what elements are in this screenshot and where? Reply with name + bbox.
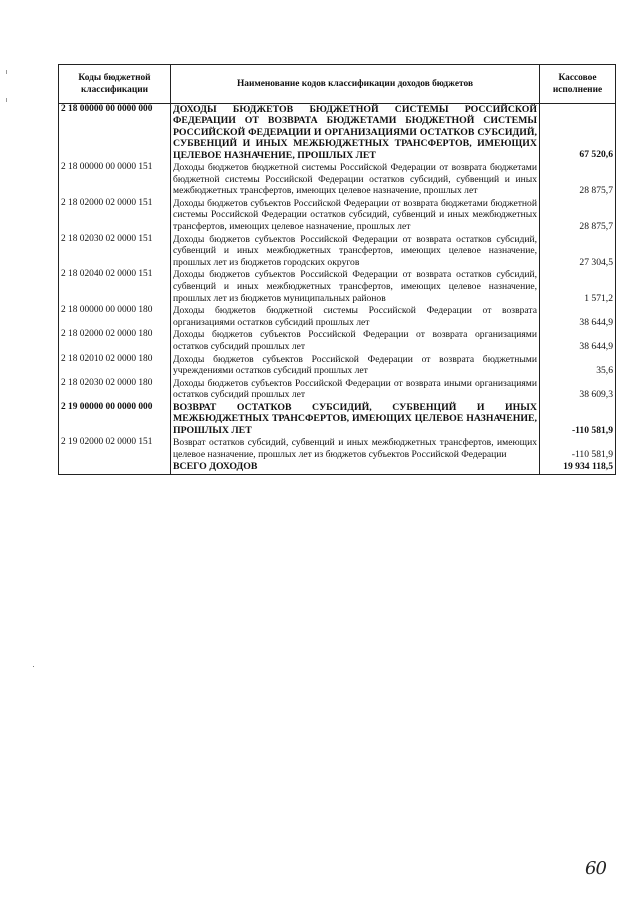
row-code: 2 18 02030 02 0000 180 <box>59 378 171 402</box>
row-code: 2 18 02030 02 0000 151 <box>59 234 171 270</box>
row-name: ДОХОДЫ БЮДЖЕТОВ БЮДЖЕТНОЙ СИСТЕМЫ РОССИЙСКОЙ ФЕДЕРАЦИИ ОТ ВОЗВРАТА БЮДЖЕТАМИ БЮДЖЕТНОЙ СИСТЕМЫ РОССИЙСКОЙ ФЕДЕРАЦИИ И ОРГАНИЗАЦИЯМИ ОСТАТКОВ СУБСИДИЙ, СУБВЕНЦИЙ И ИНЫХ МЕЖБЮДЖЕТНЫХ ТРАНСФЕРТОВ, ИМЕЮЩИХ ЦЕЛЕВОЕ НАЗНАЧЕНИЕ, ПРОШЛЫХ ЛЕТ <box>171 104 540 163</box>
table-row <box>59 305 616 329</box>
row-amount: 28 875,7 <box>540 162 616 198</box>
row-amount: 35,6 <box>540 354 616 378</box>
header-amount: Кассовое исполнение <box>540 65 616 104</box>
row-code: 2 19 00000 00 0000 000 <box>59 402 171 437</box>
row-name: Доходы бюджетов субъектов Российской Федерации от возврата остатков субсидий, субвенций и иных межбюджетных трансфертов, имеющих целевое назначение, прошлых лет из бюджетов городских округов <box>171 234 540 270</box>
row-code: 2 18 00000 00 0000 151 <box>59 162 171 198</box>
table-row <box>59 378 616 402</box>
table-row <box>59 329 616 353</box>
row-name: Доходы бюджетов бюджетной системы Российской Федерации от возврата бюджетами бюджетной системы Российской Федерации остатков субсидий, субвенций и иных межбюджетных трансфертов, имеющих целевое назначение, прошлых лет <box>171 162 540 198</box>
row-amount: -110 581,9 <box>540 402 616 437</box>
table-row <box>59 269 616 305</box>
header-name: Наименование кодов классификации доходов бюджетов <box>171 65 540 104</box>
row-amount: 1 571,2 <box>540 269 616 305</box>
row-code: 2 18 02000 02 0000 180 <box>59 329 171 353</box>
row-code: 2 18 02010 02 0000 180 <box>59 354 171 378</box>
row-name: Доходы бюджетов бюджетной системы Российской Федерации от возврата организациями остатков субсидий прошлых лет <box>171 305 540 329</box>
row-amount: 67 520,6 <box>540 104 616 163</box>
scan-speck <box>33 666 34 667</box>
row-code: 2 19 02000 02 0000 151 <box>59 437 171 461</box>
total-code <box>59 461 171 474</box>
row-amount: 38 644,9 <box>540 305 616 329</box>
table-header-row <box>59 65 616 104</box>
row-amount: 38 644,9 <box>540 329 616 353</box>
row-name: Возврат остатков субсидий, субвенций и иных межбюджетных трансфертов, имеющих целевое назначение, прошлых лет из бюджетов субъектов Российской Федерации <box>171 437 540 461</box>
row-amount: 27 304,5 <box>540 234 616 270</box>
row-name: Доходы бюджетов субъектов Российской Федерации от возврата остатков субсидий, субвенций и иных межбюджетных трансфертов, имеющих целевое назначение, прошлых лет из бюджетов муниципальных районов <box>171 269 540 305</box>
table-row <box>59 104 616 163</box>
scan-margin-mark <box>6 98 7 102</box>
handwritten-page-number: 60 <box>585 858 606 879</box>
table-row <box>59 354 616 378</box>
table-row <box>59 162 616 198</box>
row-code: 2 18 02040 02 0000 151 <box>59 269 171 305</box>
revenue-table <box>58 64 616 475</box>
row-name: Доходы бюджетов субъектов Российской Федерации от возврата бюджетами бюджетной системы Российской Федерации остатков субсидий, субвенций и иных межбюджетных трансфертов, имеющих целевое назначение, прошлых лет <box>171 198 540 234</box>
table-row <box>59 437 616 461</box>
row-name: Доходы бюджетов субъектов Российской Федерации от возврата организациями остатков субсидий прошлых лет <box>171 329 540 353</box>
scan-margin-mark <box>6 70 7 74</box>
row-amount: 28 875,7 <box>540 198 616 234</box>
table-row <box>59 198 616 234</box>
total-amount: 19 934 118,5 <box>540 461 616 474</box>
table-row <box>59 234 616 270</box>
row-name: Доходы бюджетов субъектов Российской Федерации от возврата бюджетными учреждениями остатков субсидий прошлых лет <box>171 354 540 378</box>
table-row <box>59 402 616 437</box>
row-code: 2 18 02000 02 0000 151 <box>59 198 171 234</box>
row-name: ВОЗВРАТ ОСТАТКОВ СУБСИДИЙ, СУБВЕНЦИЙ И ИНЫХ МЕЖБЮДЖЕТНЫХ ТРАНСФЕРТОВ, ИМЕЮЩИХ ЦЕЛЕВОЕ НАЗНАЧЕНИЕ, ПРОШЛЫХ ЛЕТ <box>171 402 540 437</box>
row-amount: -110 581,9 <box>540 437 616 461</box>
row-name: Доходы бюджетов субъектов Российской Федерации от возврата иными организациями остатков субсидий прошлых лет <box>171 378 540 402</box>
row-code: 2 18 00000 00 0000 180 <box>59 305 171 329</box>
total-row <box>59 461 616 474</box>
total-label: ВСЕГО ДОХОДОВ <box>171 461 540 474</box>
row-code: 2 18 00000 00 0000 000 <box>59 104 171 163</box>
row-amount: 38 609,3 <box>540 378 616 402</box>
header-code: Коды бюджетной классификации <box>59 65 171 104</box>
